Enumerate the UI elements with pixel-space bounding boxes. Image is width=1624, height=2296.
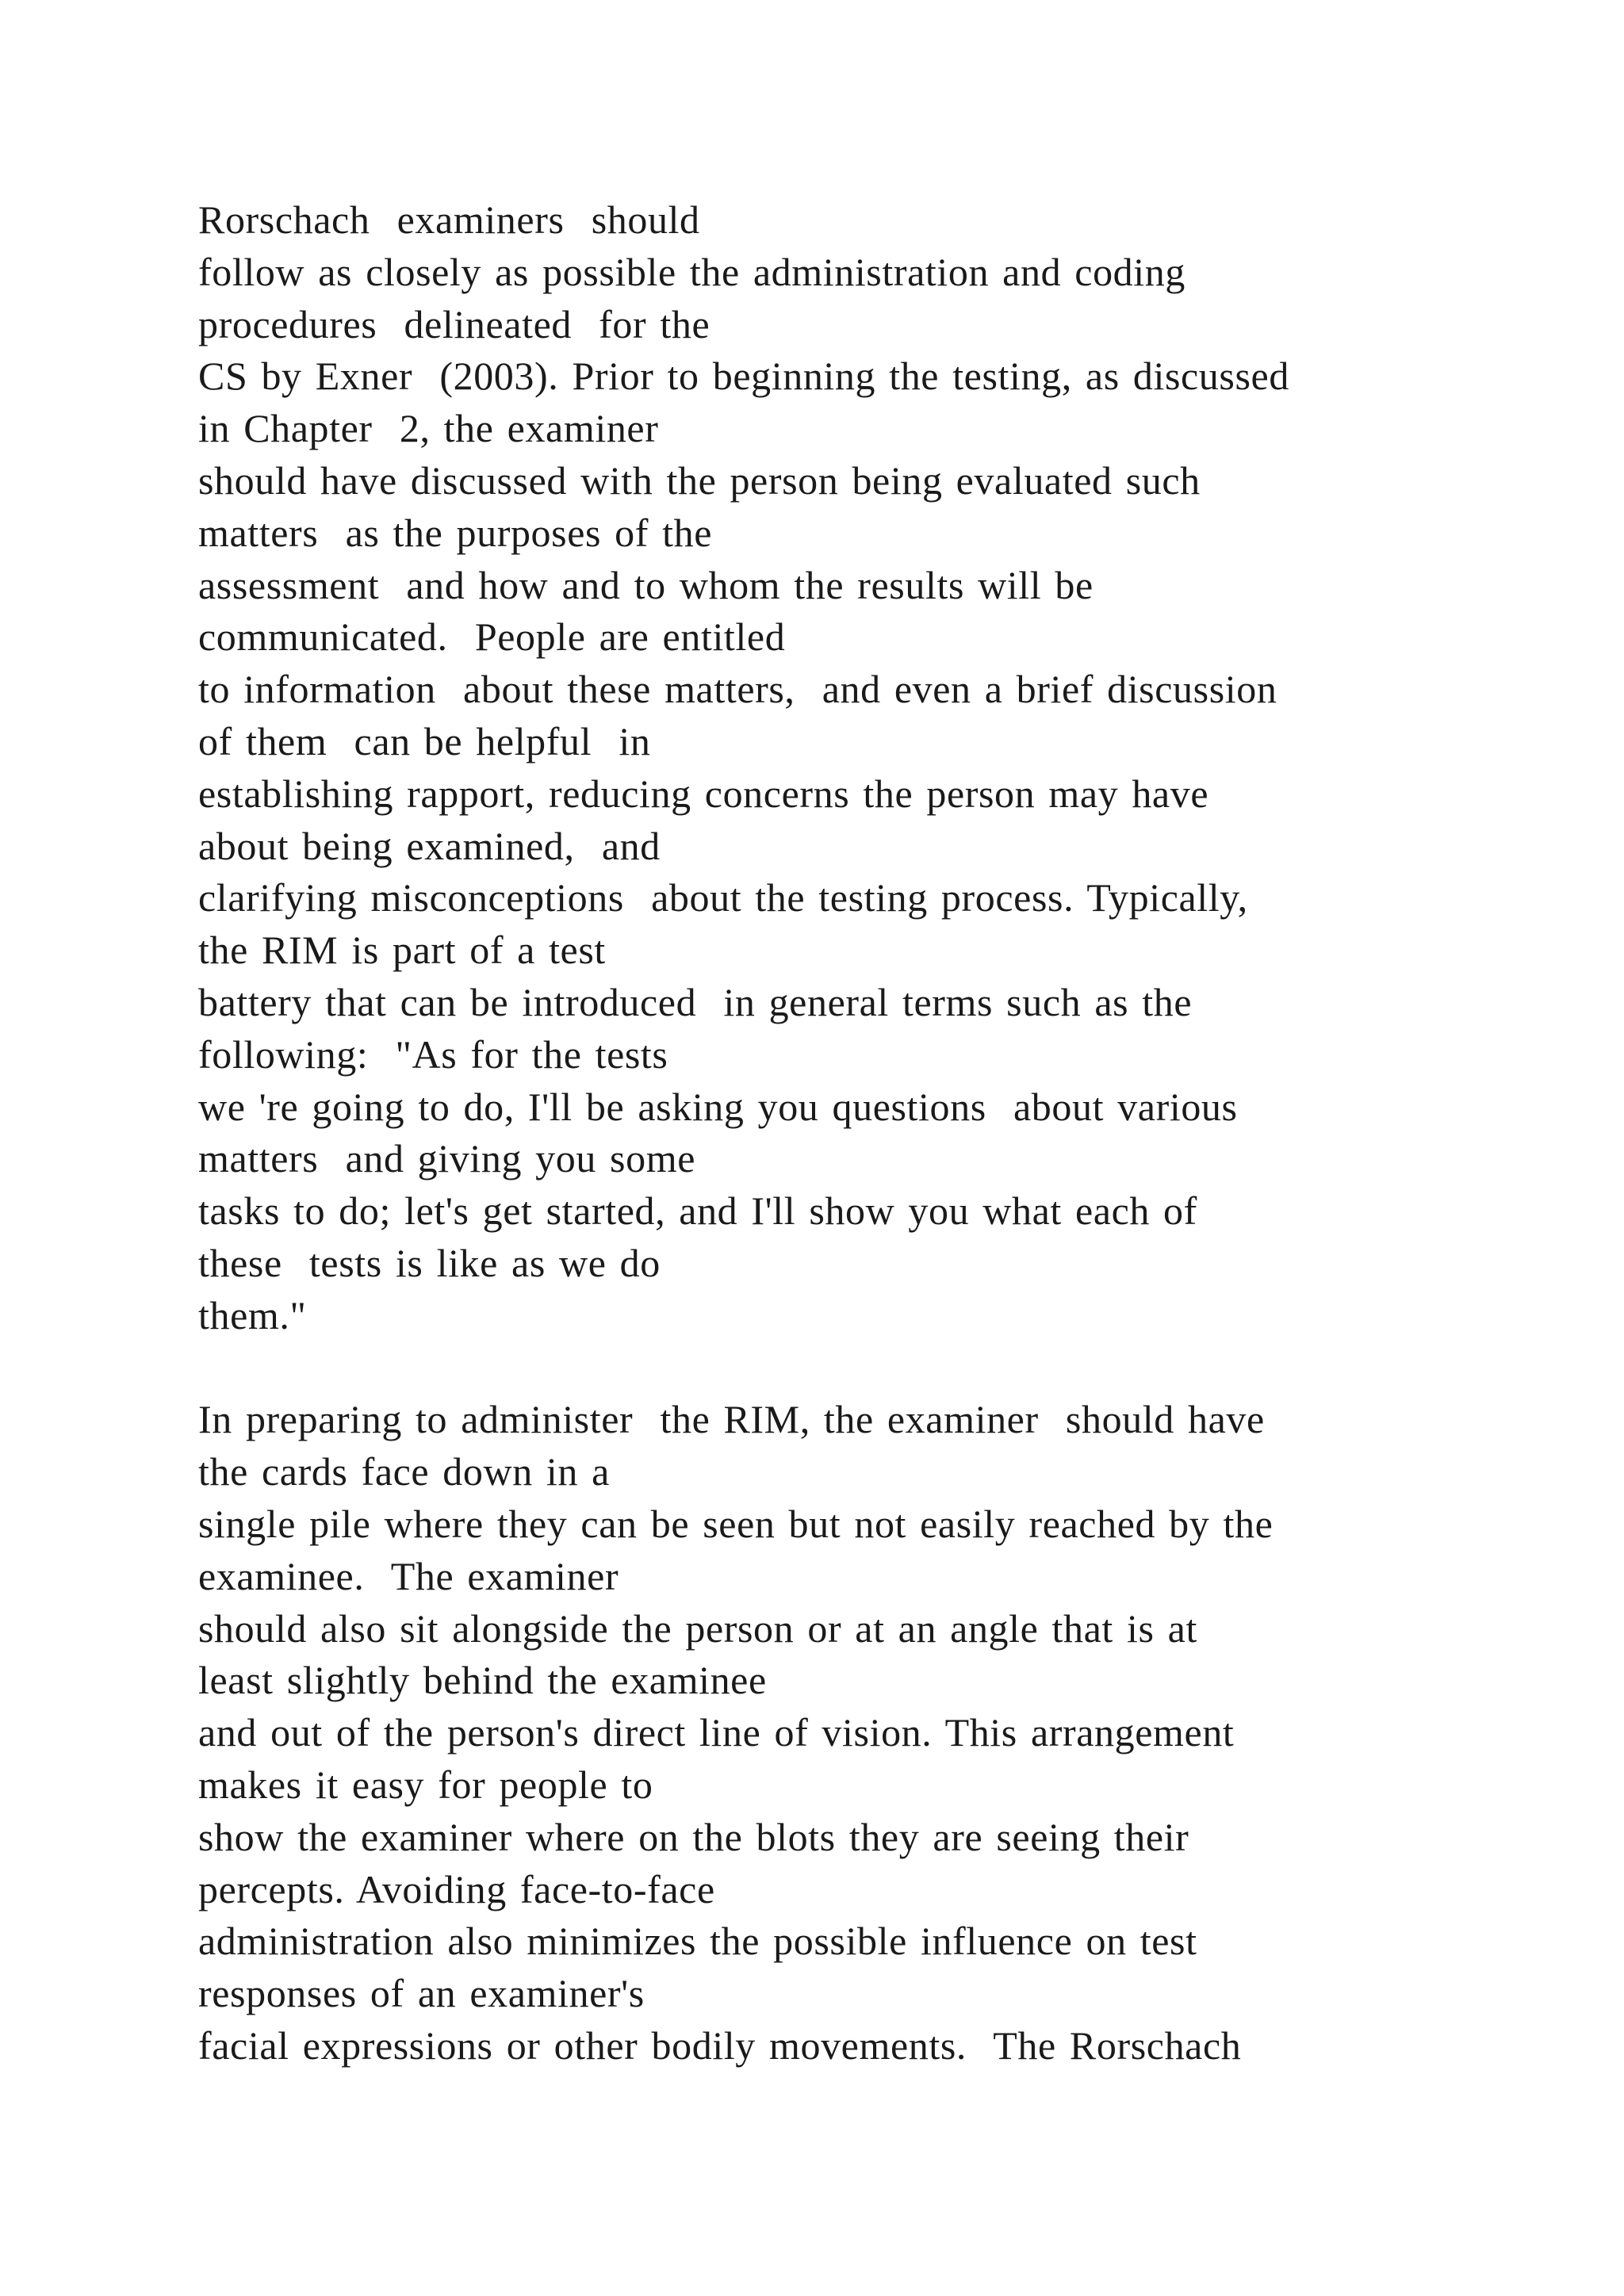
text-line: least slightly behind the examinee <box>198 1658 767 1703</box>
text-line: following: "As for the tests <box>198 1031 668 1077</box>
body-text <box>198 194 1546 2072</box>
text-line: matters and giving you some <box>198 1136 695 1181</box>
text-line: tasks to do; let's get started, and I'll show you what each of <box>198 1188 1197 1234</box>
text-line: establishing rapport, reducing concerns the person may have <box>198 771 1209 816</box>
text-line: and out of the person's direct line of vision. This arrangement <box>198 1710 1235 1755</box>
paragraph-2 <box>198 1394 1546 2072</box>
paragraph-break <box>198 1342 1546 1395</box>
text-line: makes it easy for people to <box>198 1762 653 1807</box>
text-line: these tests is like as we do <box>198 1240 661 1285</box>
text-line: them." <box>198 1292 307 1337</box>
text-line: matters as the purposes of the <box>198 510 712 555</box>
text-line: should also sit alongside the person or at an angle that is at <box>198 1605 1197 1651</box>
text-line: assessment and how and to whom the results will be <box>198 562 1094 607</box>
text-line: we 're going to do, I'll be asking you questions about various <box>198 1084 1238 1129</box>
text-line: follow as closely as possible the administration and coding <box>198 249 1185 294</box>
text-line: procedures delineated for the <box>198 301 710 346</box>
text-line: responses of an examiner's <box>198 1971 645 2016</box>
text-line: should have discussed with the person being evaluated such <box>198 457 1201 503</box>
text-line: percepts. Avoiding face-to-face <box>198 1866 715 1911</box>
paragraph-1 <box>198 194 1546 1342</box>
text-line: administration also minimizes the possible influence on test <box>198 1919 1197 1964</box>
text-line: show the examiner where on the blots they are seeing their <box>198 1814 1189 1859</box>
text-line: examinee. The examiner <box>198 1553 619 1598</box>
text-line: of them can be helpful in <box>198 718 651 763</box>
text-line: the cards face down in a <box>198 1449 610 1494</box>
text-line: CS by Exner (2003). Prior to beginning the testing, as discussed <box>198 354 1289 399</box>
text-line: in Chapter 2, the examiner <box>198 406 659 451</box>
text-line: Rorschach examiners should <box>198 197 700 242</box>
text-line: clarifying misconceptions about the testing process. Typically, <box>198 875 1248 920</box>
text-line: battery that can be introduced in general terms such as the <box>198 979 1193 1024</box>
text-line: the RIM is part of a test <box>198 928 606 973</box>
text-line: single pile where they can be seen but not easily reached by the <box>198 1501 1274 1546</box>
text-line: communicated. People are entitled <box>198 614 786 660</box>
text-line: about being examined, and <box>198 823 661 868</box>
text-line: to information about these matters, and even a brief discussion <box>198 667 1277 712</box>
text-line: facial expressions or other bodily movements. The Rorschach <box>198 2022 1242 2068</box>
text-line: In preparing to administer the RIM, the examiner should have <box>198 1397 1265 1442</box>
